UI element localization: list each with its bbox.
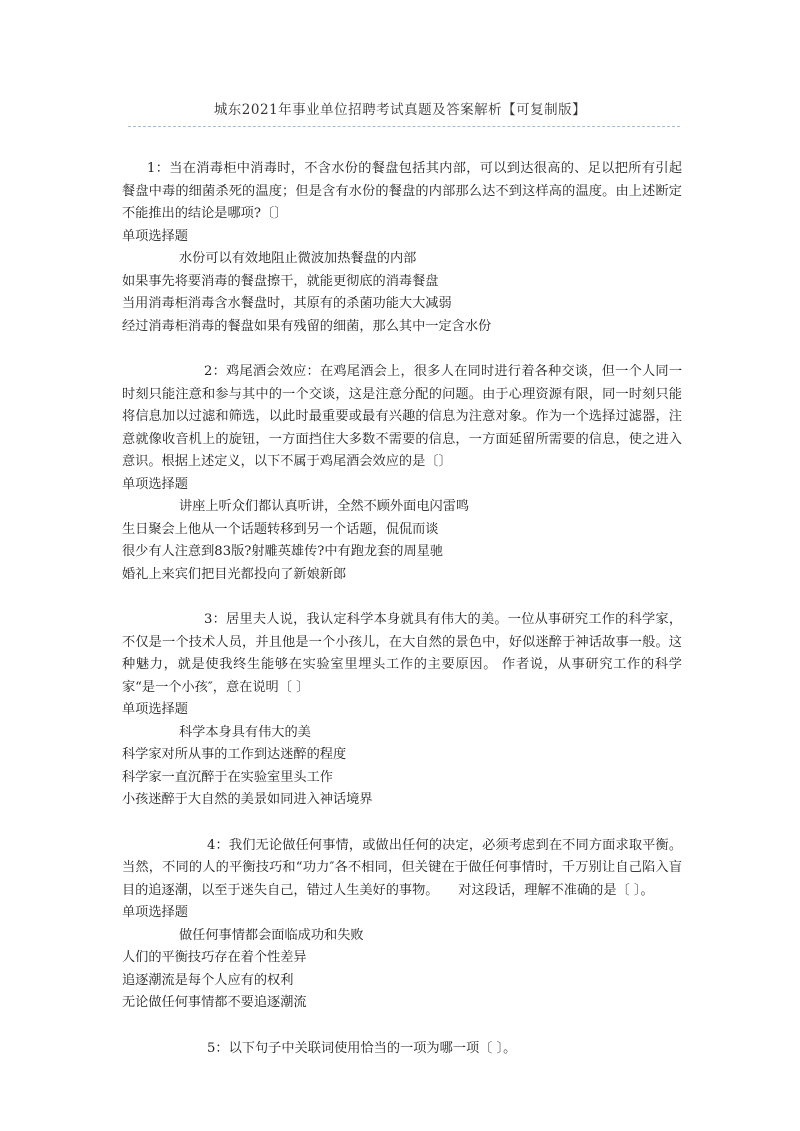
question-stem: 1：当在消毒柜中消毒时，不含水份的餐盘包括其内部，可以到达很高的、足以把所有引起餐盘中毒的细菌杀死的温度；但是含有水份的餐盘的内部那么达不到这样高的温度。由上述断定不能推出的结论是哪项?〔〕 [122, 161, 683, 221]
option-c: 很少有人注意到83版?射雕英雄传?中有跑龙套的周星驰 [122, 544, 444, 559]
option-d: 经过消毒柜消毒的餐盘如果有残留的细菌，那么其中一定含水份 [122, 318, 492, 334]
option-d: 无论做任何事情都不要追逐潮流 [122, 995, 307, 1010]
option-d: 婚礼上来宾们把目光都投向了新娘新郎 [122, 566, 347, 582]
question-stem: 2：鸡尾酒会效应：在鸡尾酒会上，很多人在同时进行着各种交谈，但一个人同一时刻只能注意和参与其中的一个交谈，这是注意分配的问题。由于心理资源有限，同一时刻只能将信息加以过滤和筛选，以此时最重要或最有兴趣的信息为注意对象。作为一个选择过滤器，注意就像收音机上的旋钮，一方面挡住大多数不需要的信息，一方面延留所需要的信息，使之进入意识。根据上述定义，以下不属于鸡尾酒会效应的是〔〕 [122, 364, 683, 469]
option-c: 追逐潮流是每个人应有的权利 [122, 972, 294, 988]
question-list [122, 158, 682, 1083]
document-title: 城东2021年事业单位招聘考试真题及答案解析【可复制版】 [213, 102, 587, 118]
question-3 [122, 609, 682, 812]
question-text: 当在消毒柜中消毒时，不含水份的餐盘包括其内部，可以到达很高的、足以把所有引起餐盘中毒的细菌杀死的温度；但是含有水份的餐盘的内部那么达不到这样高的温度。由上述断定不能推出的结论是哪项?〔〕 [122, 161, 683, 221]
question-text: 我们无论做任何事情，或做出任何的决定，必须考虑到在不同方面求取平衡。当然，不同的人的平衡技巧和“功力″各不相同，但关键在于做任何事情时，千万别让自己陷入盲目的追逐潮，以至于迷失自己，错过人生美好的事物。 对这段话，理解不准确的是〔 〕。 [122, 837, 683, 898]
question-text: 以下句子中关联词使用恰当的一项为哪一项〔 〕。 [228, 1040, 517, 1056]
option-b: 如果事先将要消毒的餐盘擦干，就能更彻底的消毒餐盘 [122, 273, 439, 289]
option-a: 科学本身具有伟大的美 [179, 724, 311, 740]
question-number: 5 [207, 1040, 216, 1056]
option-b: 人们的平衡技巧存在着个性差异 [122, 950, 307, 965]
option-a: 讲座上听众们都认真听讲，全然不顾外面电闪雷鸣 [179, 499, 470, 514]
option-a: 做任何事情都会面临成功和失败 [179, 927, 364, 943]
question-number: 1 [147, 161, 156, 176]
question-stem: 4：我们无论做任何事情，或做出任何的决定，必须考虑到在不同方面求取平衡。当然，不同的人的平衡技巧和“功力″各不相同，但关键在于做任何事情时，千万别让自己陷入盲目的追逐潮，以至于迷失自己，错过人生美好的事物。 对这段话，理解不准确的是〔 〕。 [122, 837, 683, 898]
question-number: 3 [204, 612, 213, 627]
title-divider [128, 126, 680, 127]
option-c: 当用消毒柜消毒含水餐盘时，其原有的杀菌功能大大减弱 [122, 296, 452, 311]
question-4 [122, 835, 682, 1015]
question-number: 2 [204, 364, 213, 379]
question-number: 4 [207, 837, 216, 853]
option-d: 小孩迷醉于大自然的美景如同进入神话境界 [122, 792, 373, 807]
question-stem: 3：居里夫人说，我认定科学本身就具有伟大的美。一位从事研究工作的科学家，不仅是一个技术人员，并且他是一个小孩儿，在大自然的景色中，好似迷醉于神话故事一般。这种魅力，就是使我终生能够在实验室里埋头工作的主要原因。 作者说，从事研究工作的科学家“是一个小孩″，意在说明〔 〕 [122, 612, 683, 695]
option-b: 生日聚会上他从一个话题转移到另一个话题，侃侃而谈 [122, 521, 439, 537]
question-type: 单项选择题 [122, 905, 188, 920]
question-5 [122, 1038, 682, 1061]
question-text: 鸡尾酒会效应：在鸡尾酒会上，很多人在同时进行着各种交谈，但一个人同一时刻只能注意和参与其中的一个交谈，这是注意分配的问题。由于心理资源有限，同一时刻只能将信息加以过滤和筛选，以此时最重要或最有兴趣的信息为注意对象。作为一个选择过滤器，注意就像收音机上的旋钮，一方面挡住大多数不需要的信息，一方面延留所需要的信息，使之进入意识。根据上述定义，以下不属于鸡尾酒会效应的是〔〕 [122, 364, 683, 469]
question-type: 单项选择题 [122, 702, 188, 717]
option-c: 科学家一直沉醉于在实验室里头工作 [122, 769, 333, 785]
question-type: 单项选择题 [122, 476, 188, 492]
question-type: 单项选择题 [122, 228, 188, 244]
option-b: 科学家对所从事的工作到达迷醉的程度 [122, 747, 347, 762]
question-text: 居里夫人说，我认定科学本身就具有伟大的美。一位从事研究工作的科学家，不仅是一个技术人员，并且他是一个小孩儿，在大自然的景色中，好似迷醉于神话故事一般。这种魅力，就是使我终生能够在实验室里埋头工作的主要原因。 作者说，从事研究工作的科学家“是一个小孩″，意在说明〔 〕 [122, 612, 683, 695]
option-a: 水份可以有效地阻止微波加热餐盘的内部 [179, 251, 417, 266]
question-2 [122, 361, 682, 586]
question-stem: 5：以下句子中关联词使用恰当的一项为哪一项〔 〕。 [207, 1040, 517, 1056]
question-1 [122, 158, 682, 338]
